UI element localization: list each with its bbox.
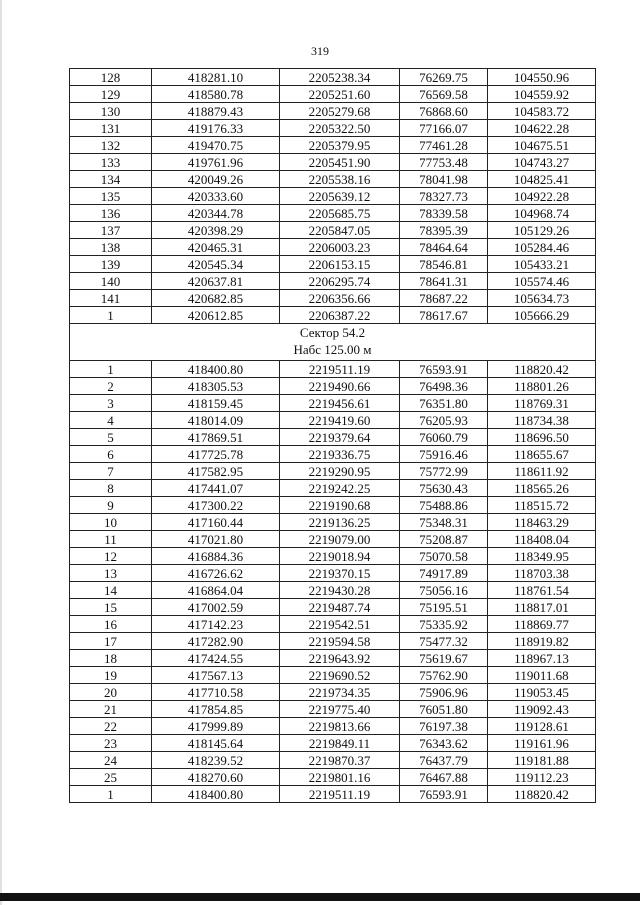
coordinate-cell: 417582.95 [152,463,280,480]
point-number-cell: 2 [70,378,152,395]
coordinate-cell: 118349.95 [488,548,596,565]
table-row [70,650,596,667]
coordinate-cell: 76051.80 [400,701,488,718]
coordinate-cell: 420398.29 [152,222,280,239]
coordinate-cell: 75630.43 [400,480,488,497]
coordinate-cell: 78327.73 [400,188,488,205]
coordinate-cell: 417567.13 [152,667,280,684]
coordinate-cell: 418580.78 [152,86,280,103]
point-number-cell: 3 [70,395,152,412]
coordinate-cell: 118515.72 [488,497,596,514]
point-number-cell: 9 [70,497,152,514]
page-number: 319 [311,44,329,58]
table-row [70,599,596,616]
coordinate-cell: 118734.38 [488,412,596,429]
point-number-cell: 19 [70,667,152,684]
coordinate-cell: 417441.07 [152,480,280,497]
coordinate-cell: 104922.28 [488,188,596,205]
coordinate-cell: 76343.62 [400,735,488,752]
point-number-cell: 18 [70,650,152,667]
point-number-cell: 138 [70,239,152,256]
coordinate-cell: 78339.58 [400,205,488,222]
coordinate-cell: 78464.64 [400,239,488,256]
coordinate-cell: 119161.96 [488,735,596,752]
coordinate-cell: 2205451.90 [280,154,400,171]
coordinate-cell: 105634.73 [488,290,596,307]
coordinate-cell: 417424.55 [152,650,280,667]
coordinate-cell: 2219487.74 [280,599,400,616]
coordinate-cell: 420637.81 [152,273,280,290]
coordinate-cell: 2219079.00 [280,531,400,548]
coordinate-cell: 2219594.58 [280,633,400,650]
coordinate-cell: 2219734.35 [280,684,400,701]
coordinate-cell: 420545.34 [152,256,280,273]
coordinate-cell: 2219643.92 [280,650,400,667]
point-number-cell: 131 [70,120,152,137]
point-number-cell: 139 [70,256,152,273]
coordinate-cell: 77461.28 [400,137,488,154]
point-number-cell: 134 [70,171,152,188]
coordinate-cell: 2205238.34 [280,69,400,86]
point-number-cell: 4 [70,412,152,429]
coordinate-cell: 418400.80 [152,786,280,803]
table-row [70,786,596,803]
table-row [70,463,596,480]
coordinate-cell: 417282.90 [152,633,280,650]
coordinate-cell: 76205.93 [400,412,488,429]
coordinate-cell: 2219190.68 [280,497,400,514]
coordinate-cell: 418239.52 [152,752,280,769]
point-number-cell: 128 [70,69,152,86]
section-header [70,324,596,361]
coordinate-cell: 420682.85 [152,290,280,307]
coordinate-cell: 118769.31 [488,395,596,412]
coordinate-cell: 75195.51 [400,599,488,616]
coordinate-cell: 2219242.25 [280,480,400,497]
coordinate-cell: 119053.45 [488,684,596,701]
coordinate-cell: 2219456.61 [280,395,400,412]
table-row [70,86,596,103]
point-number-cell: 23 [70,735,152,752]
coordinate-cell: 416726.62 [152,565,280,582]
coordinate-cell: 76269.75 [400,69,488,86]
coordinate-cell: 420333.60 [152,188,280,205]
coordinate-cell: 118801.26 [488,378,596,395]
point-number-cell: 1 [70,361,152,378]
point-number-cell: 141 [70,290,152,307]
coordinate-cell: 105284.46 [488,239,596,256]
coordinate-cell: 2219870.37 [280,752,400,769]
coordinate-cell: 105433.21 [488,256,596,273]
coordinate-cell: 417725.78 [152,446,280,463]
table-row [70,633,596,650]
coordinate-cell: 2219813.66 [280,718,400,735]
coordinate-cell: 75056.16 [400,582,488,599]
coordinate-cell: 76060.79 [400,429,488,446]
point-number-cell: 25 [70,769,152,786]
coordinate-cell: 419470.75 [152,137,280,154]
table-row [70,188,596,205]
coordinate-cell: 2219511.19 [280,786,400,803]
point-number-cell: 14 [70,582,152,599]
coordinate-cell: 420049.26 [152,171,280,188]
coordinate-cell: 119092.43 [488,701,596,718]
coordinate-cell: 118761.54 [488,582,596,599]
table-row [70,718,596,735]
point-number-cell: 8 [70,480,152,497]
coordinate-cell: 2206295.74 [280,273,400,290]
table-row [70,684,596,701]
table-row [70,120,596,137]
coordinate-cell: 75619.67 [400,650,488,667]
coordinate-cell: 418014.09 [152,412,280,429]
point-number-cell: 140 [70,273,152,290]
coordinate-cell: 118696.50 [488,429,596,446]
table-row [70,548,596,565]
coordinate-cell: 105129.26 [488,222,596,239]
coordinate-cell: 417710.58 [152,684,280,701]
coordinate-cell: 104825.41 [488,171,596,188]
coordinate-cell: 420465.31 [152,239,280,256]
coordinate-cell: 119011.68 [488,667,596,684]
table-row [70,514,596,531]
coordinate-cell: 77166.07 [400,120,488,137]
coordinate-cell: 418879.43 [152,103,280,120]
table-row [70,307,596,324]
coordinate-cell: 75488.86 [400,497,488,514]
coordinate-cell: 104559.92 [488,86,596,103]
point-number-cell: 136 [70,205,152,222]
coordinate-cell: 75208.87 [400,531,488,548]
point-number-cell: 137 [70,222,152,239]
coordinate-cell: 119128.61 [488,718,596,735]
coordinate-cell: 2219775.40 [280,701,400,718]
coordinate-cell: 104743.27 [488,154,596,171]
coordinate-cell: 2219336.75 [280,446,400,463]
coordinate-cell: 419761.96 [152,154,280,171]
table-row [70,103,596,120]
coordinate-cell: 2205279.68 [280,103,400,120]
point-number-cell: 132 [70,137,152,154]
coordinate-cell: 76569.58 [400,86,488,103]
table-row [70,222,596,239]
coordinate-cell: 76197.38 [400,718,488,735]
coordinate-cell: 75070.58 [400,548,488,565]
section-title: Сектор 54.2 [299,325,366,340]
coordinate-cell: 418305.53 [152,378,280,395]
coordinate-table-container [69,68,595,803]
coordinate-cell: 416884.36 [152,548,280,565]
coordinate-cell: 78687.22 [400,290,488,307]
coordinate-cell: 420344.78 [152,205,280,222]
coordinate-cell: 75348.31 [400,514,488,531]
table-row [70,256,596,273]
coordinate-cell: 420612.85 [152,307,280,324]
coordinate-cell: 77753.48 [400,154,488,171]
coordinate-cell: 2219490.66 [280,378,400,395]
point-number-cell: 1 [70,307,152,324]
coordinate-cell: 2219136.25 [280,514,400,531]
table-row [70,395,596,412]
coordinate-cell: 119181.88 [488,752,596,769]
coordinate-cell: 118820.42 [488,786,596,803]
coordinate-cell: 118869.77 [488,616,596,633]
coordinate-cell: 2205847.05 [280,222,400,239]
coordinate-cell: 2206003.23 [280,239,400,256]
coordinate-cell: 2205685.75 [280,205,400,222]
point-number-cell: 5 [70,429,152,446]
coordinate-cell: 75916.46 [400,446,488,463]
coordinate-cell: 104583.72 [488,103,596,120]
coordinate-cell: 76437.79 [400,752,488,769]
table-row [70,565,596,582]
coordinate-cell: 104968.74 [488,205,596,222]
coordinate-cell: 78395.39 [400,222,488,239]
coordinate-cell: 2219542.51 [280,616,400,633]
point-number-cell: 11 [70,531,152,548]
table-row [70,171,596,188]
table-row [70,735,596,752]
scan-bottom-border [0,893,640,901]
table-row [70,412,596,429]
point-number-cell: 16 [70,616,152,633]
point-number-cell: 1 [70,786,152,803]
coordinate-cell: 76351.80 [400,395,488,412]
coordinate-cell: 2219370.15 [280,565,400,582]
coordinate-cell: 75772.99 [400,463,488,480]
point-number-cell: 24 [70,752,152,769]
coordinate-cell: 118919.82 [488,633,596,650]
table-row [70,137,596,154]
coordinate-cell: 104550.96 [488,69,596,86]
coordinate-cell: 2205639.12 [280,188,400,205]
table-row [70,531,596,548]
coordinate-cell: 2206153.15 [280,256,400,273]
coordinate-cell: 118655.67 [488,446,596,463]
coordinate-cell: 74917.89 [400,565,488,582]
coordinate-cell: 417021.80 [152,531,280,548]
coordinate-cell: 78641.31 [400,273,488,290]
coordinate-cell: 418159.45 [152,395,280,412]
table-row [70,429,596,446]
point-number-cell: 10 [70,514,152,531]
coordinate-cell: 417854.85 [152,701,280,718]
table-row [70,154,596,171]
coordinate-cell: 417160.44 [152,514,280,531]
table-row [70,582,596,599]
coordinate-cell: 75335.92 [400,616,488,633]
table-row [70,769,596,786]
point-number-cell: 13 [70,565,152,582]
point-number-cell: 22 [70,718,152,735]
coordinate-cell: 418145.64 [152,735,280,752]
coordinate-cell: 2219849.11 [280,735,400,752]
coordinate-cell: 417999.89 [152,718,280,735]
coordinate-cell: 118463.29 [488,514,596,531]
coordinate-cell: 2219379.64 [280,429,400,446]
table-body-top [70,69,596,324]
coordinate-cell: 75477.32 [400,633,488,650]
coordinate-cell: 118703.38 [488,565,596,582]
coordinate-cell: 75762.90 [400,667,488,684]
coordinate-cell: 76467.88 [400,769,488,786]
coordinate-cell: 2219690.52 [280,667,400,684]
coordinate-cell: 104622.28 [488,120,596,137]
coordinate-cell: 104675.51 [488,137,596,154]
point-number-cell: 6 [70,446,152,463]
coordinate-table [69,68,596,803]
coordinate-cell: 2205251.60 [280,86,400,103]
coordinate-cell: 416864.04 [152,582,280,599]
point-number-cell: 12 [70,548,152,565]
coordinate-cell: 118967.13 [488,650,596,667]
coordinate-cell: 418270.60 [152,769,280,786]
point-number-cell: 21 [70,701,152,718]
table-row [70,480,596,497]
coordinate-cell: 417142.23 [152,616,280,633]
table-row [70,378,596,395]
coordinate-cell: 119112.23 [488,769,596,786]
table-row [70,446,596,463]
table-row [70,205,596,222]
coordinate-cell: 2219018.94 [280,548,400,565]
point-number-cell: 15 [70,599,152,616]
coordinate-cell: 418400.80 [152,361,280,378]
table-row [70,701,596,718]
coordinate-cell: 2219801.16 [280,769,400,786]
point-number-cell: 20 [70,684,152,701]
coordinate-cell: 76593.91 [400,361,488,378]
coordinate-cell: 2206387.22 [280,307,400,324]
coordinate-cell: 2205538.16 [280,171,400,188]
table-row [70,667,596,684]
coordinate-cell: 2205322.50 [280,120,400,137]
table-row [70,497,596,514]
point-number-cell: 133 [70,154,152,171]
point-number-cell: 7 [70,463,152,480]
coordinate-cell: 78617.67 [400,307,488,324]
point-number-cell: 135 [70,188,152,205]
coordinate-cell: 76498.36 [400,378,488,395]
coordinate-cell: 2219511.19 [280,361,400,378]
coordinate-cell: 76593.91 [400,786,488,803]
table-row [70,616,596,633]
coordinate-cell: 418281.10 [152,69,280,86]
coordinate-cell: 78041.98 [400,171,488,188]
coordinate-cell: 75906.96 [400,684,488,701]
coordinate-cell: 417002.59 [152,599,280,616]
table-row [70,69,596,86]
coordinate-cell: 419176.33 [152,120,280,137]
coordinate-cell: 76868.60 [400,103,488,120]
coordinate-cell: 118820.42 [488,361,596,378]
table-body-bottom [70,361,596,803]
coordinate-cell: 417869.51 [152,429,280,446]
point-number-cell: 129 [70,86,152,103]
table-row [70,273,596,290]
section-subtitle: Набс 125.00 м [293,342,372,357]
scan-edge [0,0,2,905]
coordinate-cell: 2219430.28 [280,582,400,599]
coordinate-cell: 118817.01 [488,599,596,616]
coordinate-cell: 2219290.95 [280,463,400,480]
point-number-cell: 130 [70,103,152,120]
coordinate-cell: 2205379.95 [280,137,400,154]
table-row [70,239,596,256]
coordinate-cell: 417300.22 [152,497,280,514]
coordinate-cell: 118611.92 [488,463,596,480]
coordinate-cell: 105574.46 [488,273,596,290]
coordinate-cell: 2219419.60 [280,412,400,429]
coordinate-cell: 118408.04 [488,531,596,548]
table-row [70,752,596,769]
coordinate-cell: 78546.81 [400,256,488,273]
coordinate-cell: 105666.29 [488,307,596,324]
table-row [70,361,596,378]
point-number-cell: 17 [70,633,152,650]
table-row [70,290,596,307]
coordinate-cell: 2206356.66 [280,290,400,307]
coordinate-cell: 118565.26 [488,480,596,497]
